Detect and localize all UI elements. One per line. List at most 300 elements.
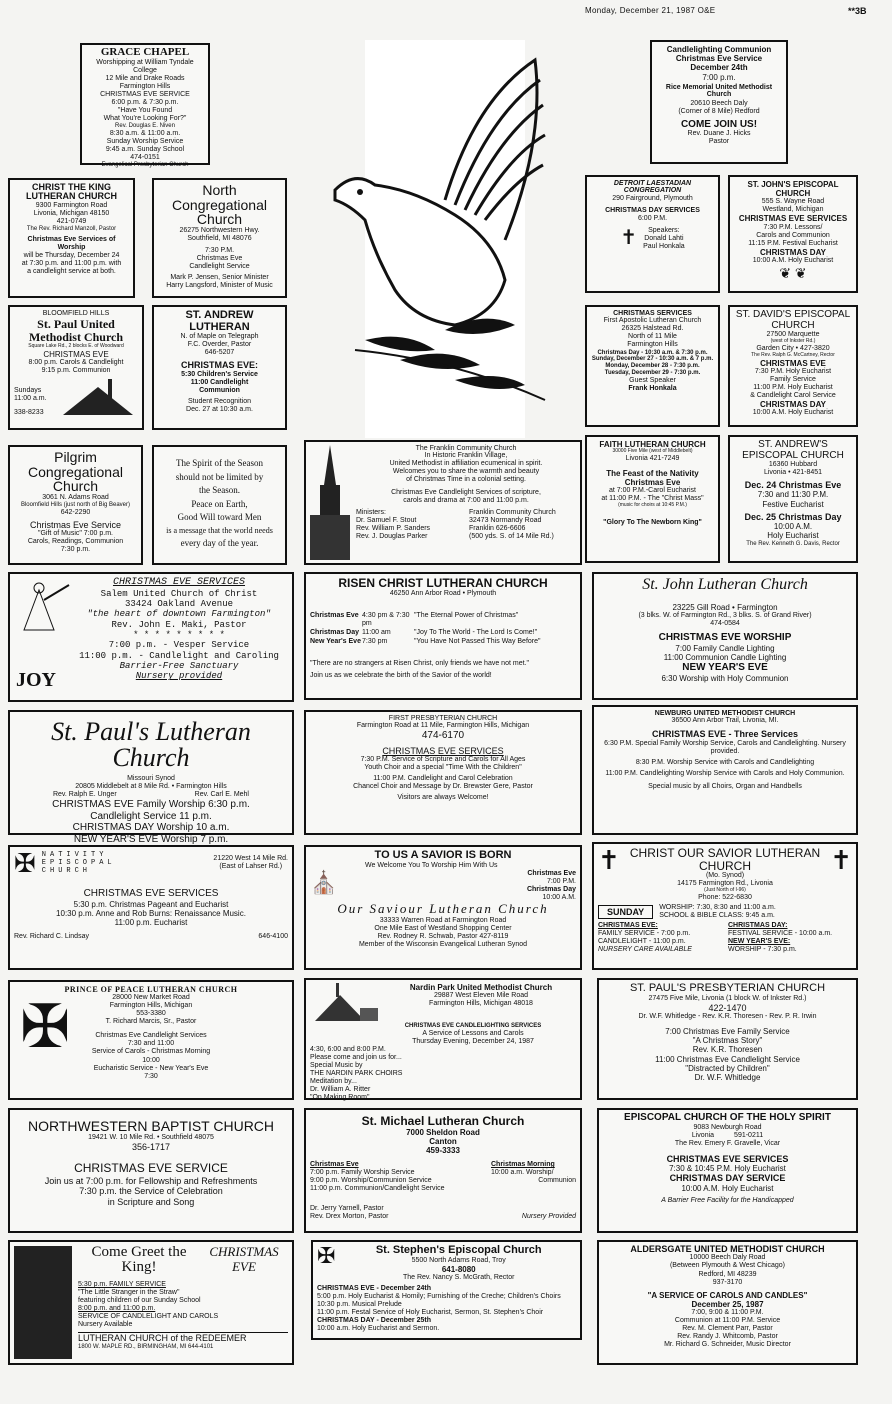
ad-line: "Joy To The World - The Lord Is Come!"	[414, 628, 538, 636]
ad-line: (west of Inkster Rd.)	[770, 338, 816, 345]
ad-line: Youth Choir and a special "Time With the Children"	[364, 764, 522, 772]
ad-line: FESTIVAL SERVICE - 10:00 a.m.	[728, 930, 833, 938]
ad-line: & Candlelight Carol Service	[750, 391, 836, 399]
ad-line: 7:00 p.m. - Vesper Service	[108, 640, 250, 651]
ad-line: Come Greet the King!	[91, 1244, 187, 1275]
ad-line: 4:30 pm & 7:30 pm	[362, 611, 410, 627]
ad-line: Rev. Ralph E. Unger	[52, 791, 117, 799]
ad-line: 8:00 p.m. Carols & Candlelight	[28, 359, 124, 367]
ad-line: A Barrier Free Facility for the Handicapped	[661, 1196, 794, 1204]
ad-line: CHRISTMAS EVE:	[180, 360, 258, 371]
ad-line: Farmington Hills, Michigan 48018	[429, 1000, 533, 1008]
ad-line: Holy Eucharist	[767, 531, 819, 541]
ad-line: 46250 Ann Arbor Road • Plymouth	[389, 589, 497, 597]
ad-line: 27500 Marquette	[766, 331, 820, 338]
ad-line: 474-0151	[130, 153, 160, 161]
ad-line: 7:30 & 10:45 P.M. Holy Eucharist	[669, 1163, 786, 1173]
ad-line: 5:30 p.m. FAMILY SERVICE	[78, 1281, 166, 1288]
ad-line: Livonia, Michigan 48150	[33, 209, 110, 217]
ad-line: Phone: 522-6830	[698, 894, 752, 902]
ad-line: Harry Langsford, Minister of Music	[166, 282, 273, 290]
ad-line: Farmington Hills	[119, 82, 171, 90]
ad-line: 11:00 Christmas Eve Candlelight Service	[655, 1054, 800, 1064]
ad-line: Family Service	[770, 375, 816, 383]
ad-line: Communion	[199, 386, 240, 394]
ad-line: "Have You Found	[117, 106, 173, 114]
church-name: DETROIT LAESTADIAN CONGREGATION	[613, 180, 692, 195]
ad-line: The Spirit of the Season	[176, 458, 263, 468]
ad-aldersgate-united-methodist	[597, 1240, 858, 1365]
ad-pilgrim-congregational	[8, 445, 143, 565]
ad-line: 338-8233	[14, 409, 44, 417]
ad-line: Barrier-Free Sanctuary	[119, 660, 239, 671]
ad-line: Meditation by...	[310, 1078, 357, 1086]
ad-line: 10:00	[142, 1056, 160, 1064]
ad-line: Christmas Eve Services of Worship	[27, 235, 116, 251]
ad-first-presbyterian	[304, 710, 582, 835]
ad-line: 1800 W. MAPLE RD., BIRMINGHAM, MI 644-4101	[78, 1343, 214, 1350]
ad-line: Bloomfield Hills (just north of Big Beaver)	[20, 502, 131, 509]
ad-line: Rev. William P. Sanders	[356, 524, 431, 532]
ad-line: 7:30 and 11:00	[127, 1040, 175, 1048]
ad-line: Redford, MI 48239	[698, 1270, 757, 1278]
ad-line: T. Richard Marcis, Sr., Pastor	[105, 1018, 197, 1026]
ad-line: Rev. M. Clement Parr, Pastor	[682, 1325, 773, 1333]
ad-line: 10:00 A.M. Holy Eucharist	[752, 256, 834, 264]
ad-line: 641-8080	[441, 1264, 476, 1274]
church-name: CHRIST OUR SAVIOR LUTHERAN CHURCH	[629, 846, 821, 873]
ad-line: Dr. William A. Ritter	[310, 1086, 371, 1094]
ad-line: 5:30 p.m. Christmas Pageant and Eucharist	[73, 899, 229, 909]
church-name: NORTHWESTERN BAPTIST CHURCH	[27, 1118, 275, 1134]
ad-line: CHRISTMAS EVE SERVICE	[100, 90, 190, 98]
ad-line: Rev. Richard C. Lindsay	[14, 933, 89, 941]
ad-line: 27475 Five Mile, Livonia (1 block W. of Inkster Rd.)	[648, 994, 807, 1002]
ad-line: 36500 Ann Arbor Trail, Livonia, MI.	[671, 717, 779, 725]
church-building-icon	[58, 377, 138, 417]
ad-north-congregational	[152, 178, 287, 298]
ad-line: 10:00 A.M. Holy Eucharist	[752, 409, 834, 417]
ad-line: Square Lake Rd., 2 blocks E. of Woodward	[28, 343, 124, 350]
church-name: St. Stephen's Episcopal Church	[375, 1244, 542, 1256]
ad-line: New Year's Eve	[310, 637, 361, 645]
ad-line: 32473 Normandy Road	[469, 516, 542, 524]
ad-line: 7:00 P.M.	[546, 877, 576, 885]
joy-logo: JOY	[16, 669, 56, 691]
ad-line: (3 blks. W. of Farmington Rd., 3 blks. S. of Grand River)	[638, 612, 812, 620]
ad-line: Dr. Samuel F. Stout	[356, 516, 417, 524]
ad-line: 7:30 pm	[362, 637, 388, 645]
ad-line: WORSHIP: 7:30, 8:30 and 11:00 a.m.	[659, 904, 776, 912]
ad-line: Christmas Day - 10:30 a.m. & 7:30 p.m.	[597, 349, 708, 356]
ad-line: EPISCOPAL	[41, 858, 116, 867]
ad-line: Christmas Eve	[624, 478, 681, 488]
ad-line: Dr. W.F. Whitledge - Rev. K.R. Thoresen - Rev. P. R. Irwin	[638, 1012, 817, 1020]
ad-line: 11:00 P.M. Candlelight and Carol Celebration	[373, 775, 513, 783]
ad-line: 26325 Halstead Rd.	[621, 325, 684, 333]
ad-line: 16360 Hubbard	[768, 461, 818, 468]
ad-line: 9:00 p.m. Worship/Communion Service	[310, 1177, 432, 1185]
ad-line: Christmas Day	[310, 628, 360, 636]
ad-lutheran-redeemer	[8, 1240, 294, 1365]
ad-st-paul-united-methodist	[8, 305, 144, 430]
ad-line: the Season.	[199, 485, 240, 495]
ad-first-apostolic	[585, 305, 720, 427]
ad-line: Rev. J. Douglas Parker	[356, 532, 428, 540]
ad-line: CHRISTMAS EVE:	[598, 922, 658, 930]
ad-line: of Christmas Time in a colonial setting.	[406, 476, 526, 484]
page-number: **3B	[848, 6, 867, 16]
ad-line: The Rev. Kenneth G. Davis, Rector	[746, 540, 840, 547]
ad-line: Pastor	[708, 138, 730, 146]
ad-line: 11:00 a.m.	[14, 395, 47, 403]
church-name: The Franklin Community Church	[415, 445, 517, 452]
church-name: CHRISTMAS SERVICES	[613, 310, 692, 317]
ad-line: Service of Carols - Christmas Morning	[91, 1048, 211, 1056]
ad-line: 8:00 p.m. and 11:00 p.m.	[78, 1305, 156, 1313]
ad-line: 9300 Farmington Road	[35, 201, 108, 209]
ad-line: CHRISTMAS EVE	[43, 350, 109, 360]
cross-icon: ✠	[20, 993, 71, 1060]
ad-line: Rev. Randy J. Whitcomb, Pastor	[677, 1333, 778, 1341]
ad-line: NEW YEAR'S EVE	[682, 662, 768, 674]
ad-line: "The Little Stranger in the Straw"	[78, 1289, 180, 1297]
ad-line: Carols and Communion	[756, 231, 830, 239]
ad-line: 459-3333	[426, 1145, 460, 1155]
ad-line: Thursday Evening, December 24, 1987	[412, 1037, 534, 1045]
ad-line: COME JOIN US!	[680, 118, 758, 130]
ad-line: 8:30 a.m. & 11:00 a.m.	[109, 129, 181, 137]
ad-line: CHRISTMAS EVE	[760, 358, 826, 368]
dove-illustration	[305, 40, 587, 438]
ad-line: Christmas Day	[526, 885, 576, 893]
ad-line: CHRISTMAS DAY	[760, 399, 826, 409]
ad-line: NEW YEAR'S EVE:	[728, 938, 791, 946]
ad-line: 8:30 P.M. Worship Service with Carols and Candlelighting	[635, 758, 815, 766]
cross-icon: ✠	[14, 848, 36, 878]
ad-line: 9083 Newburgh Road	[693, 1123, 762, 1131]
ad-line: 5:30 Children's Service	[181, 370, 258, 378]
ad-grace-chapel	[80, 43, 210, 168]
ad-st-johns-episcopal	[728, 175, 858, 293]
ad-line: 356-1717	[131, 1141, 171, 1152]
ad-line: CHRISTMAS EVE	[209, 1244, 279, 1274]
ad-line: Communion	[538, 1177, 576, 1185]
church-name: FAITH LUTHERAN CHURCH	[599, 440, 706, 449]
ad-line: CHRISTMAS EVE SERVICES	[666, 1153, 789, 1164]
ad-line: SERVICE OF CANDLELIGHT AND CAROLS	[78, 1313, 219, 1321]
ad-st-davids-episcopal	[728, 305, 858, 427]
ad-line: 6:30 P.M. Special Family Worship Service, Carols and Candlelighting. Nursery provided.	[604, 739, 846, 755]
ad-line: 7:30 P.M. Holy Eucharist	[754, 367, 832, 375]
holly-decoration-icon: ❦ ❦	[779, 265, 807, 282]
ad-line: carols and drama at 7:00 and 11:00 p.m.	[403, 496, 529, 504]
ad-line: Mr. Richard G. Schneider, Music Director	[664, 1341, 791, 1349]
ad-line: 11:00 Communion Candle Lighting	[663, 652, 787, 662]
ad-christ-our-savior	[592, 842, 858, 970]
ad-line: First Apostolic Lutheran Church	[603, 317, 702, 325]
church-name: PRINCE OF PEACE LUTHERAN CHURCH	[64, 985, 238, 994]
ad-line: 3061 N. Adams Road	[42, 494, 109, 502]
church-name: ST. JOHN'S EPISCOPAL CHURCH	[747, 180, 839, 199]
ad-line: Franklin 626-6606	[469, 524, 526, 532]
ad-line: 7:00 Christmas Eve Family Service	[665, 1026, 790, 1036]
ad-line: Welcomes you to share the warmth and beauty	[392, 468, 540, 476]
church-building-icon	[310, 983, 380, 1023]
ad-line: NATIVITY	[41, 850, 108, 859]
ad-line: 7:30 and 11:30 P.M.	[757, 490, 829, 500]
ad-line: The Rev. Ralph G. McCartney, Rector	[751, 351, 835, 358]
ad-line: CHRISTMAS DAY SERVICE	[669, 1173, 786, 1184]
ad-line: CHRISTMAS EVE SERVICES	[738, 214, 848, 224]
ad-line: 290 Fairground, Plymouth	[612, 194, 693, 202]
ad-line: "Glory To The Newborn King"	[603, 519, 702, 527]
ad-line: Franklin Community Church	[469, 508, 556, 516]
ad-line: Guest Speaker	[629, 377, 676, 385]
ad-faith-lutheran	[585, 435, 720, 563]
ad-northwestern-baptist	[8, 1108, 294, 1233]
church-name: Nardin Park United Methodist Church	[409, 983, 553, 992]
ad-line: 7:30	[144, 1072, 158, 1080]
ad-line: 7:30 P.M. Lessons/	[763, 223, 823, 231]
ad-line: Join us at 7:00 p.m. for Fellowship and Refreshments	[44, 1175, 258, 1186]
ad-risen-christ-lutheran	[304, 572, 582, 700]
ad-line: "A SERVICE OF CAROLS AND CANDLES"	[647, 1290, 808, 1300]
church-name: St. John Lutheran Church	[642, 576, 808, 593]
ad-line: "Distracted by Children"	[685, 1063, 770, 1073]
ad-line: 23225 Gill Road • Farmington	[672, 603, 778, 612]
ad-line: 422-1470	[708, 1002, 747, 1013]
ad-st-stephens-episcopal	[311, 1240, 582, 1340]
ad-line: Candlelight Service	[189, 263, 250, 271]
church-name: CHRIST THE KING LUTHERAN CHURCH	[26, 182, 117, 202]
church-name: FIRST PRESBYTERIAN CHURCH	[388, 715, 498, 722]
ad-line: Christmas Eve Service	[675, 54, 763, 64]
ad-line: 11:15 P.M. Festival Eucharist	[748, 239, 838, 247]
ad-line: Evangelical Presbyterian Church	[101, 162, 189, 168]
ad-line: In Historic Franklin Village,	[424, 452, 508, 460]
ad-line: Livonia	[691, 1131, 715, 1139]
ad-line: Rev. Drex Morton, Pastor	[310, 1213, 389, 1221]
church-name: ST. ANDREW'S EPISCOPAL CHURCH	[742, 439, 844, 461]
ad-line: The Rev. Nancy S. McGrath, Rector	[402, 1273, 515, 1281]
ad-line: 28000 New Market Road	[112, 994, 190, 1002]
ad-line: 6:30 Worship with Holy Communion	[661, 673, 789, 683]
church-name: Rice Memorial United Methodist Church	[665, 83, 773, 99]
ad-line: Christmas Eve	[310, 1161, 359, 1169]
ad-franklin-community	[304, 440, 582, 565]
ad-line: 11:00 p.m. Communion/Candlelight Service	[310, 1185, 445, 1193]
ad-line: CHRISTMAS EVE SERVICES	[382, 745, 504, 756]
ad-line: 474-6170	[421, 730, 465, 742]
ad-line: The Feast of the Nativity	[606, 468, 699, 478]
ad-line: Donald Lahti	[644, 234, 684, 242]
ad-line: 20805 Middlebelt at 8 Mile Rd. • Farmington Hills	[75, 783, 227, 791]
ad-line: 6:00 p.m. & 7:30 p.m.	[111, 98, 179, 106]
ad-line: CHRISTMAS EVE SERVICE	[74, 1161, 228, 1176]
ad-line: Please come and join us for...	[310, 1054, 402, 1062]
ad-line: Westland, Michigan	[762, 206, 824, 214]
ad-line: Carols, Readings, Communion	[27, 538, 124, 546]
ad-line: One Mile East of Westland Shopping Center	[374, 924, 512, 932]
church-name: North Congregational Church	[172, 182, 267, 228]
ad-line: Sunday, December 27 - 10:30 a.m. & 7 p.m.	[591, 356, 714, 363]
ad-line: N. of Maple on Telegraph	[180, 333, 259, 341]
church-name: St. Michael Lutheran Church	[361, 1114, 525, 1128]
ad-line: Christmas Morning	[491, 1161, 555, 1169]
ad-line: is a message that the world needs	[166, 525, 273, 535]
ad-line: Peace on Earth,	[191, 498, 248, 509]
church-name: Pilgrim Congregational Church	[28, 449, 123, 495]
ad-line: (music for choirs at 10:45 P.M.)	[618, 502, 687, 509]
episcopal-shield-icon: ✠	[317, 1243, 336, 1268]
ad-st-andrew-lutheran	[152, 305, 287, 430]
ad-line: CHRISTMAS DAY Worship 10 a.m.	[72, 822, 230, 834]
ad-line: 7:00 p.m.	[702, 72, 736, 82]
ad-line: THE NARDIN PARK CHOIRS	[310, 1070, 403, 1078]
ad-line: CHRISTMAS EVE Family Worship 6:30 p.m.	[52, 799, 250, 811]
church-name: NEWBURG UNITED METHODIST CHURCH	[654, 710, 796, 717]
ad-line: FAMILY SERVICE - 7:00 p.m.	[598, 930, 691, 938]
ad-line: 7:30 p.m. the Service of Celebration	[79, 1186, 223, 1197]
ad-line: 7:00 Family Candle Lighting	[675, 643, 775, 653]
ad-nardin-park	[304, 978, 582, 1100]
ad-line: Dr. W.F. Whitledge	[694, 1072, 761, 1082]
ad-line: Christmas Eve	[527, 869, 576, 877]
ad-line: Sunday Worship Service	[106, 137, 184, 145]
ad-line: 21220 West 14 Mile Rd.	[213, 854, 288, 862]
ad-line: NURSERY CARE AVAILABLE	[598, 946, 692, 954]
ad-line: Mark P. Jensen, Senior Minister	[170, 274, 269, 282]
ad-line: Sundays	[14, 387, 42, 395]
cross-icon: ✝	[598, 845, 620, 875]
ad-line: 30000 Five Mile (west of Middlebelt)	[612, 448, 693, 455]
ad-line: 5500 North Adams Road, Troy	[411, 1256, 506, 1264]
ad-line: Paul Honkala	[643, 242, 685, 250]
ad-line: We Welcome You To Worship Him With Us	[365, 861, 498, 869]
ad-st-andrews-episcopal	[728, 435, 858, 563]
ad-line: 33424 Oakland Avenue	[124, 598, 234, 609]
church-name: RISEN CHRIST LUTHERAN CHURCH	[338, 576, 548, 590]
ad-line: Livonia 421-7249	[625, 454, 680, 462]
ad-line: Festive Eucharist	[762, 499, 824, 509]
ad-line: (Mo. Synod)	[705, 872, 745, 880]
ad-line: Chancel Choir and Message by Dr. Brewster Gere, Pastor	[353, 783, 533, 791]
ad-line: CHRISTMAS EVE WORSHIP	[658, 632, 792, 644]
ad-line: 11:00 p.m. Eucharist	[114, 917, 188, 927]
ad-line: 10:00 A.M.	[542, 893, 576, 901]
ad-line: 5:00 p.m. Holy Eucharist & Homily; Furnishing of the Creche; Children's Choirs	[317, 1292, 561, 1300]
ad-line: 7:30 P.M. Service of Scripture and Carols for All Ages	[360, 756, 526, 764]
ad-line: 646-4100	[258, 933, 288, 941]
ad-line: NEW YEAR'S EVE Worship 7 p.m.	[73, 833, 229, 845]
ad-line: 11:00 Candlelight	[190, 378, 249, 386]
ad-line: What You're Looking For?"	[103, 114, 187, 122]
ad-line: 7000 Sheldon Road	[406, 1127, 480, 1137]
ad-line: 7:00, 9:00 & 11:00 P.M.	[691, 1309, 764, 1316]
ad-line: 11:00 p.m. - Candlelight and Caroling	[79, 650, 279, 661]
ad-line: United Methodist in affiliation ecumenical in spirit.	[389, 460, 543, 468]
ad-line: 11:00 P.M. Holy Eucharist	[753, 383, 833, 391]
ad-line: TO US A SAVIOR IS BORN	[374, 849, 512, 861]
ad-line: Christmas Eve Service	[29, 520, 122, 531]
ad-line: 11:00 P.M. Candlelighting Worship Service with Carols and Holy Communion.	[605, 769, 845, 777]
ad-line: 555 S. Wayne Road	[761, 198, 825, 206]
church-name: GRACE CHAPEL	[100, 46, 190, 58]
ad-line: Rev. John E. Maki, Pastor	[111, 619, 247, 630]
ad-line: 10:00 a.m. Worship/	[491, 1169, 554, 1177]
ad-line: 14175 Farmington Rd., Livonia	[677, 880, 773, 888]
ad-line: Nursery Available	[78, 1321, 133, 1329]
ad-line: 937-3170	[712, 1278, 743, 1286]
ad-line: 7:00 p.m. Family Worship Service	[310, 1169, 415, 1177]
ad-prince-of-peace	[8, 980, 294, 1100]
ad-our-saviour-lutheran	[304, 845, 582, 970]
ad-line: Rev. K.R. Thoresen	[692, 1045, 763, 1055]
ad-line: "Gift of Music" 7:00 p.m.	[38, 530, 113, 538]
ad-line: 12 Mile and Drake Roads	[105, 74, 185, 82]
ad-line: Southfield, MI 48076	[187, 235, 252, 243]
ad-line: 646-5207	[204, 349, 235, 357]
ad-line: Nursery provided	[135, 671, 223, 682]
ad-line: "There are no strangers at Risen Christ, only friends we have not met."	[310, 659, 529, 667]
ad-line: A Service of Lessons and Carols	[422, 1029, 524, 1037]
ad-line: Student Recognition	[187, 397, 252, 405]
ad-line: Good Will toward Men	[177, 512, 262, 522]
ad-line: CHRISTMAS DAY	[760, 247, 826, 257]
ad-line: Dec. 24 Christmas Eve	[744, 480, 842, 491]
ad-line: every day of the year.	[180, 537, 259, 548]
ad-line: 6:00 P.M.	[637, 214, 668, 222]
ad-line: 10:30 p.m. Musical Prelude	[317, 1300, 402, 1308]
ad-line: Dec. 27 at 10:30 a.m.	[186, 405, 253, 413]
ad-line: WORSHIP - 7:30 p.m.	[728, 946, 797, 954]
ad-line: "the heart of downtown Farmington"	[87, 609, 271, 620]
ad-line: Livonia • 421-8451	[763, 469, 823, 477]
ad-line: 642-2290	[60, 509, 91, 516]
ad-line: 10:00 A.M. Holy Eucharist	[681, 1183, 774, 1193]
ad-st-pauls-presbyterian	[597, 978, 858, 1100]
church-name: St. Paul United Methodist Church	[28, 317, 124, 345]
ad-line: December 25, 1987	[691, 1299, 764, 1309]
ad-line: The Rev. Emery F. Gravelle, Vicar	[674, 1139, 781, 1147]
ad-line: 20610 Beech Daly	[690, 100, 748, 108]
ad-st-john-lutheran	[592, 572, 858, 700]
ad-line: (East of Lahser Rd.)	[219, 863, 283, 870]
ad-line: 11:00 am	[362, 628, 391, 636]
ad-line: North of 11 Mile	[628, 333, 677, 341]
angel-trumpet-icon	[14, 580, 69, 640]
ad-line: December 24th	[690, 63, 748, 73]
ad-line: will be Thursday, December 24	[23, 252, 120, 259]
ad-line: * * * * * * * * *	[133, 629, 225, 640]
ad-line: 11:00 p.m. Festal Service of Holy Eucharist, Sermon, St. Stephen's Choir	[317, 1308, 544, 1316]
ad-line: Special Music by	[310, 1062, 363, 1070]
ad-rice-memorial	[650, 40, 788, 164]
ad-line: Salem United Church of Christ	[100, 588, 258, 599]
ad-line: Rev. Duane J. Hicks	[687, 130, 751, 138]
ad-line: (Between Plymouth & West Chicago)	[669, 1262, 786, 1270]
ad-newburg-united-methodist	[592, 705, 858, 835]
ad-line: "The Eternal Power of Christmas"	[414, 611, 519, 619]
ad-line: Dec. 25 Christmas Day	[744, 511, 842, 522]
ad-line: CHRISTMAS DAY SERVICES	[605, 206, 700, 214]
ad-line: (Corner of 8 Mile) Redford	[678, 108, 760, 116]
ad-line: Christmas Eve	[196, 255, 243, 263]
ad-line: 19421 W. 10 Mile Rd. • Southfield 48075	[88, 1133, 214, 1141]
ad-line: Ministers:	[356, 508, 386, 516]
ad-spirit-of-season	[152, 445, 287, 565]
